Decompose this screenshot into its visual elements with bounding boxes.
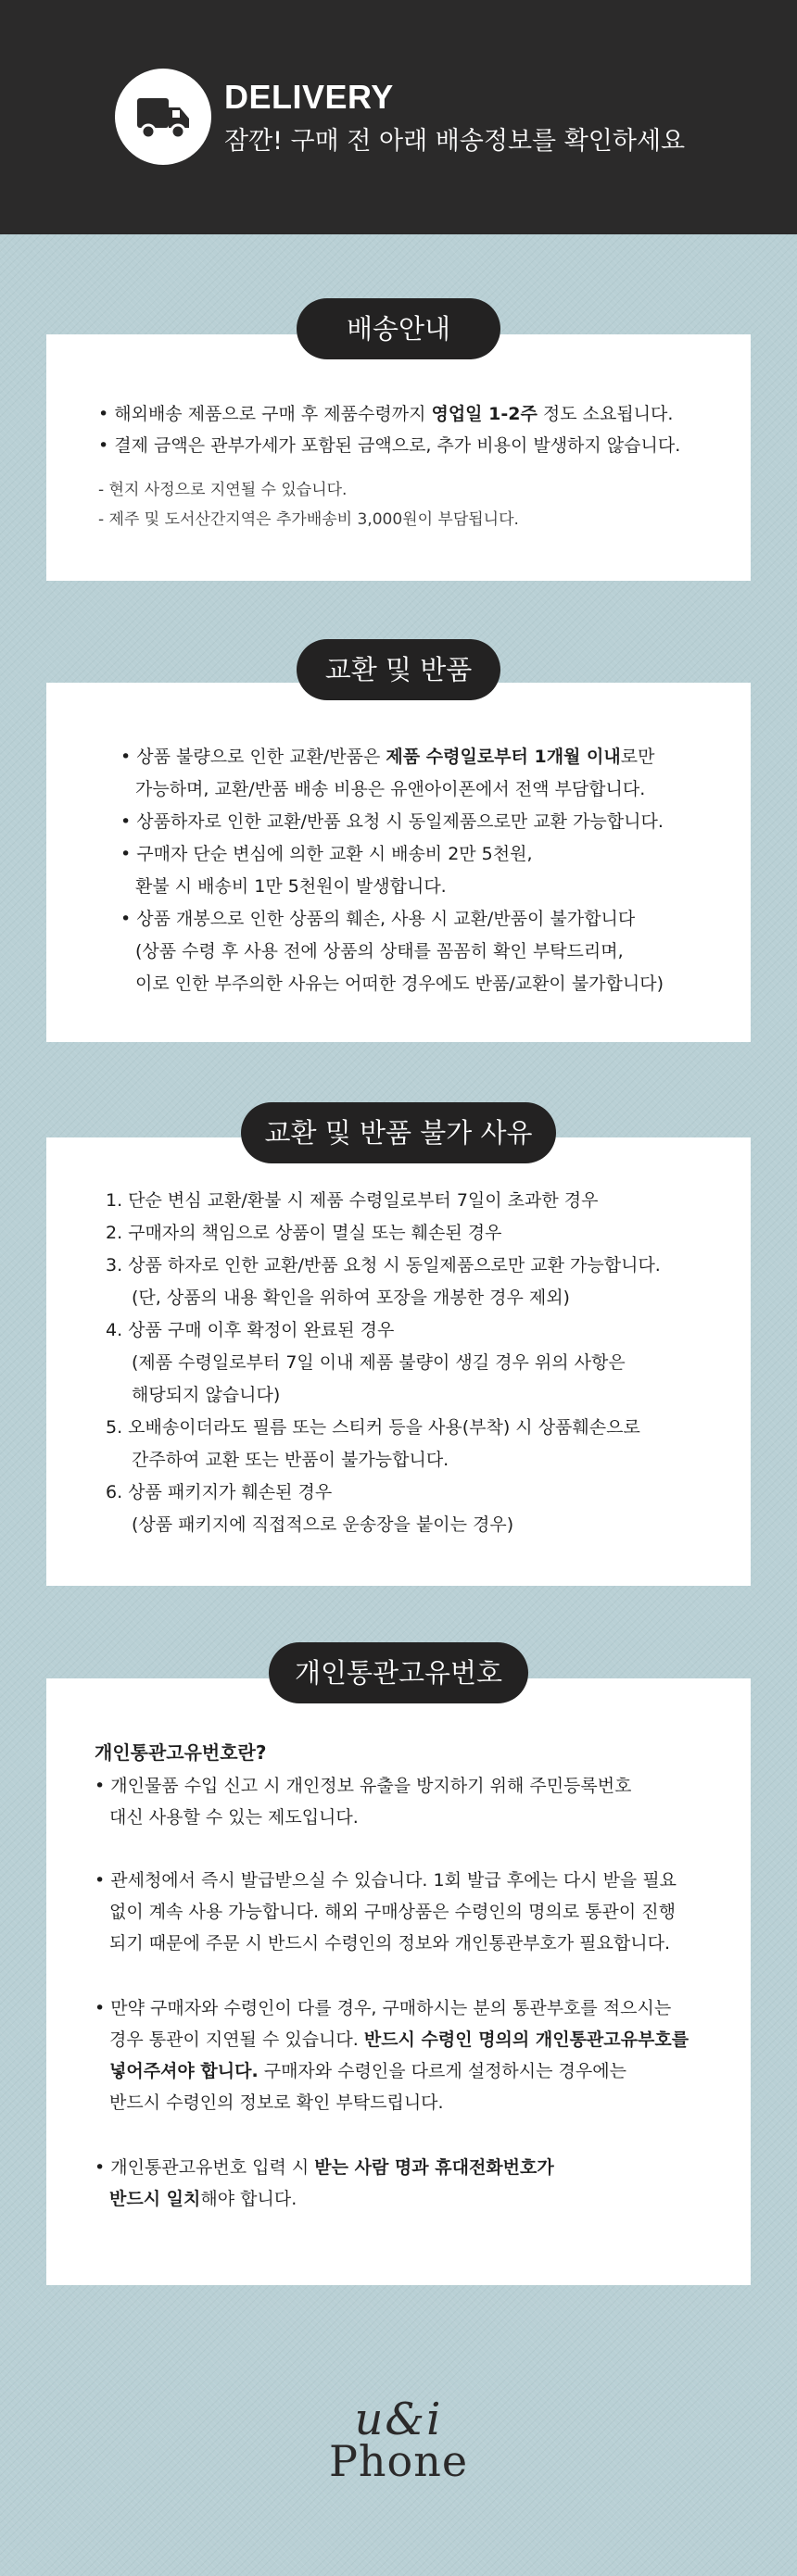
customs-p1-line-1: • 개인물품 수입 신고 시 개인정보 유출을 방지하기 위해 주민등록번호	[95, 1776, 632, 1796]
page-subtitle: 잠깐! 구매 전 아래 배송정보를 확인하세요	[224, 127, 686, 156]
noreturn-line-9: 간주하여 교환 또는 반품이 불가능합니다.	[132, 1450, 449, 1470]
customs-p2-line-3: 되기 때문에 주문 시 반드시 수령인의 정보와 개인통관부호가 필요합니다.	[109, 1933, 670, 1954]
exchange-line-7: (상품 수령 후 사용 전에 상품의 상태를 꼼꼼히 확인 부탁드리며,	[135, 941, 624, 961]
delivery-header	[0, 0, 797, 234]
noreturn-line-4: (단, 상품의 내용 확인을 위하여 포장을 개봉한 경우 제외)	[132, 1288, 570, 1308]
noreturn-line-3: 3. 상품 하자로 인한 교환/반품 요청 시 동일제품으로만 교환 가능합니다.	[106, 1255, 661, 1275]
page-title: DELIVERY	[224, 78, 394, 116]
shipping-card	[46, 334, 751, 581]
noreturn-line-8: 5. 오배송이더라도 필름 또는 스티커 등을 사용(부착) 시 상품훼손으로	[106, 1417, 640, 1438]
customs-p3-line-2: 경우 통관이 지연될 수 있습니다. 반드시 수령인 명의의 개인통관고유부호를	[109, 2029, 689, 2050]
customs-p3-line-4: 반드시 수령인의 정보로 확인 부탁드립니다.	[109, 2092, 444, 2113]
noreturn-line-2: 2. 구매자의 책임으로 상품이 멸실 또는 훼손된 경우	[106, 1223, 502, 1243]
customs-p4-line-2: 반드시 일치해야 합니다.	[109, 2189, 297, 2209]
exchange-section-title: 교환 및 반품	[297, 639, 500, 700]
shipping-bullet-2: • 결제 금액은 관부가세가 포함된 금액으로, 추가 비용이 발생하지 않습니다.	[98, 435, 681, 456]
noreturn-line-6: (제품 수령일로부터 7일 이내 제품 불량이 생길 경우 위의 사항은	[132, 1352, 626, 1373]
exchange-line-8: 이로 인한 부주의한 사유는 어떠한 경우에도 반품/교환이 불가합니다)	[135, 974, 664, 994]
noreturn-line-5: 4. 상품 구매 이후 확정이 완료된 경우	[106, 1320, 395, 1340]
truck-icon	[133, 89, 193, 145]
customs-p2-line-1: • 관세청에서 즉시 발급받으실 수 있습니다. 1회 발급 후에는 다시 받을 필요	[95, 1870, 677, 1891]
noreturn-line-1: 1. 단순 변심 교환/환불 시 제품 수령일로부터 7일이 초과한 경우	[106, 1190, 599, 1211]
exchange-card	[46, 683, 751, 1042]
exchange-line-1: • 상품 불량으로 인한 교환/반품은 제품 수령일로부터 1개월 이내로만	[120, 747, 655, 767]
customs-section-title: 개인통관고유번호	[269, 1642, 528, 1703]
customs-p3-line-3: 넣어주셔야 합니다. 구매자와 수령인을 다르게 설정하시는 경우에는	[109, 2061, 626, 2081]
customs-card	[46, 1678, 751, 2285]
customs-p4-line-1: • 개인통관고유번호 입력 시 받는 사람 명과 휴대전화번호가	[95, 2157, 554, 2178]
exchange-line-3: • 상품하자로 인한 교환/반품 요청 시 동일제품으로만 교환 가능합니다.	[120, 811, 664, 832]
truck-icon-badge	[115, 69, 211, 165]
brand-logo-line-2: Phone	[328, 2436, 469, 2486]
noreturn-line-7: 해당되지 않습니다)	[132, 1385, 281, 1405]
shipping-bullet-1: • 해외배송 제품으로 구매 후 제품수령까지 영업일 1-2주 정도 소요됩니다.	[98, 404, 674, 424]
noreturn-section-title: 교환 및 반품 불가 사유	[241, 1102, 556, 1163]
noreturn-card	[46, 1137, 751, 1586]
noreturn-line-10: 6. 상품 패키지가 훼손된 경우	[106, 1482, 333, 1502]
noreturn-line-11: (상품 패키지에 직접적으로 운송장을 붙이는 경우)	[132, 1514, 514, 1535]
customs-p3-line-1: • 만약 구매자와 수령인이 다를 경우, 구매하시는 분의 통관부호를 적으시는	[95, 1998, 672, 2018]
shipping-note-2: - 제주 및 도서산간지역은 추가배송비 3,000원이 부담됩니다.	[98, 510, 519, 529]
exchange-line-4: • 구매자 단순 변심에 의한 교환 시 배송비 2만 5천원,	[120, 844, 533, 864]
exchange-line-2: 가능하며, 교환/반품 배송 비용은 유앤아이폰에서 전액 부담합니다.	[135, 779, 646, 799]
shipping-section-title: 배송안내	[297, 298, 500, 359]
customs-p2-line-2: 없이 계속 사용 가능합니다. 해외 구매상품은 수령인의 명의로 통관이 진행	[109, 1902, 677, 1922]
exchange-line-5: 환불 시 배송비 1만 5천원이 발생합니다.	[135, 876, 447, 897]
brand-logo	[306, 2394, 491, 2486]
customs-p1-line-2: 대신 사용할 수 있는 제도입니다.	[109, 1807, 359, 1828]
exchange-line-6: • 상품 개봉으로 인한 상품의 훼손, 사용 시 교환/반품이 불가합니다	[120, 909, 636, 929]
brand-logo-line-1: u&i	[354, 2394, 443, 2445]
shipping-note-1: - 현지 사정으로 지연될 수 있습니다.	[98, 481, 348, 499]
customs-heading: 개인통관고유번호란?	[95, 1741, 267, 1764]
